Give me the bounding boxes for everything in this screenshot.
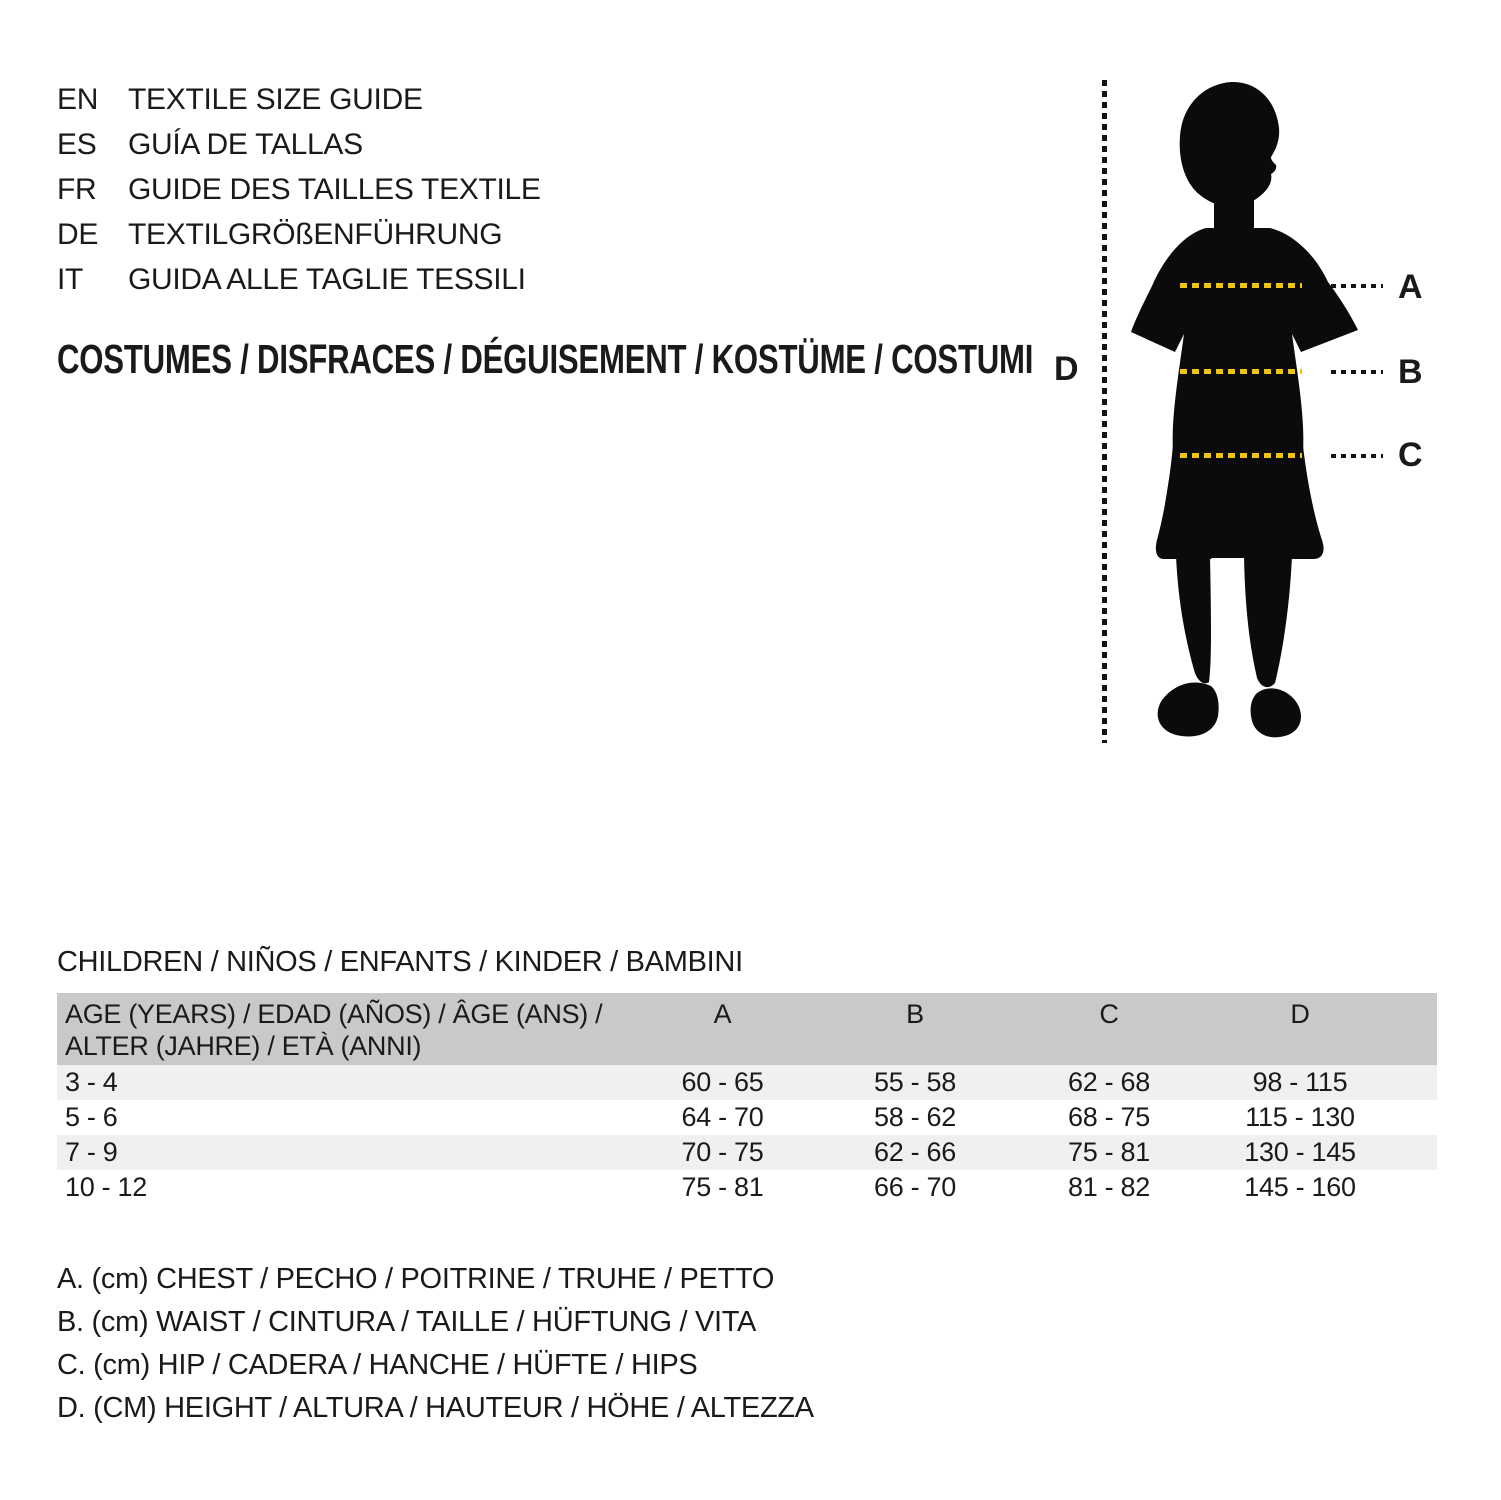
- language-label: TEXTILE SIZE GUIDE: [128, 82, 423, 116]
- table-header-age: [57, 993, 627, 1062]
- age-cell: 7 - 9: [65, 1137, 118, 1167]
- language-row: [57, 212, 541, 257]
- language-label: GUIDE DES TAILLES TEXTILE: [128, 172, 541, 206]
- language-code: DE: [57, 217, 99, 251]
- measure-label-d: D: [1054, 350, 1079, 388]
- legend-line-chest: A. (cm) CHEST / PECHO / POITRINE / TRUHE / PETTO: [57, 1263, 775, 1295]
- section-title-children: CHILDREN / NIÑOS / ENFANTS / KINDER / BAMBINI: [57, 946, 743, 978]
- table-header-col-b: B: [906, 999, 924, 1029]
- waist-cell: 62 - 66: [874, 1137, 956, 1167]
- measurement-legend: [57, 1258, 814, 1430]
- language-row: [57, 122, 541, 167]
- waist-cell: 58 - 62: [874, 1102, 956, 1132]
- table-header-age-line2: ALTER (JAHRE) / ETÀ (ANNI): [65, 1031, 422, 1061]
- language-label: GUÍA DE TALLAS: [128, 127, 363, 161]
- language-title-list: [57, 77, 541, 302]
- hip-measure-dashed-line: [1180, 453, 1302, 458]
- hip-cell: 68 - 75: [1068, 1102, 1150, 1132]
- language-row: [57, 167, 541, 212]
- table-row: [57, 1135, 1437, 1170]
- table-row: [57, 1065, 1437, 1100]
- waist-measure-dashed-line: [1180, 369, 1302, 374]
- language-code: FR: [57, 172, 97, 206]
- hip-cell: 81 - 82: [1068, 1172, 1150, 1202]
- measure-label-b: B: [1398, 353, 1423, 391]
- language-code: ES: [57, 127, 97, 161]
- legend-line-height: D. (CM) HEIGHT / ALTURA / HAUTEUR / HÖHE / ALTEZZA: [57, 1392, 814, 1424]
- age-cell: 10 - 12: [65, 1172, 147, 1202]
- table-header-col-d: D: [1290, 999, 1310, 1029]
- height-cell: 145 - 160: [1244, 1172, 1356, 1202]
- table-header-col-a: A: [713, 999, 732, 1029]
- waist-cell: 66 - 70: [874, 1172, 956, 1202]
- hip-cell: 62 - 68: [1068, 1067, 1150, 1097]
- language-label: TEXTILGRÖßENFÜHRUNG: [128, 217, 503, 251]
- height-cell: 130 - 145: [1244, 1137, 1356, 1167]
- measure-label-a: A: [1398, 268, 1423, 306]
- chest-measure-dashed-line: [1180, 283, 1302, 288]
- table-header-age-line1: AGE (YEARS) / EDAD (AÑOS) / ÂGE (ANS) /: [65, 999, 603, 1029]
- hip-measure-connector-line: [1331, 454, 1383, 458]
- language-label: GUIDA ALLE TAGLIE TESSILI: [128, 262, 526, 296]
- waist-measure-connector-line: [1331, 370, 1383, 374]
- legend-line-hip: C. (cm) HIP / CADERA / HANCHE / HÜFTE / HIPS: [57, 1349, 698, 1381]
- size-table: [57, 993, 1437, 1205]
- table-row: [57, 1100, 1437, 1135]
- language-row: [57, 257, 541, 302]
- height-cell: 115 - 130: [1245, 1102, 1355, 1132]
- measure-label-c: C: [1398, 436, 1423, 474]
- chest-cell: 70 - 75: [681, 1137, 764, 1167]
- category-title: COSTUMES / DISFRACES / DÉGUISEMENT / KOSTÜME / COSTUMI: [57, 336, 1034, 382]
- table-header-col-c: C: [1099, 999, 1119, 1029]
- chest-cell: 75 - 81: [681, 1172, 764, 1202]
- table-row: [57, 1170, 1437, 1205]
- hip-cell: 75 - 81: [1068, 1137, 1150, 1167]
- language-code: EN: [57, 82, 99, 116]
- age-cell: 3 - 4: [65, 1067, 118, 1097]
- waist-cell: 55 - 58: [874, 1067, 956, 1097]
- height-cell: 98 - 115: [1252, 1067, 1348, 1097]
- height-measure-dotted-line: [1102, 80, 1107, 743]
- chest-cell: 60 - 65: [681, 1067, 764, 1097]
- chest-measure-connector-line: [1331, 284, 1383, 288]
- chest-cell: 64 - 70: [681, 1102, 764, 1132]
- age-cell: 5 - 6: [65, 1102, 118, 1132]
- legend-line-waist: B. (cm) WAIST / CINTURA / TAILLE / HÜFTUNG / VITA: [57, 1306, 757, 1338]
- table-header-row: [57, 993, 1437, 1065]
- language-row: [57, 77, 541, 122]
- child-silhouette: [1118, 78, 1378, 743]
- language-code: IT: [57, 262, 84, 296]
